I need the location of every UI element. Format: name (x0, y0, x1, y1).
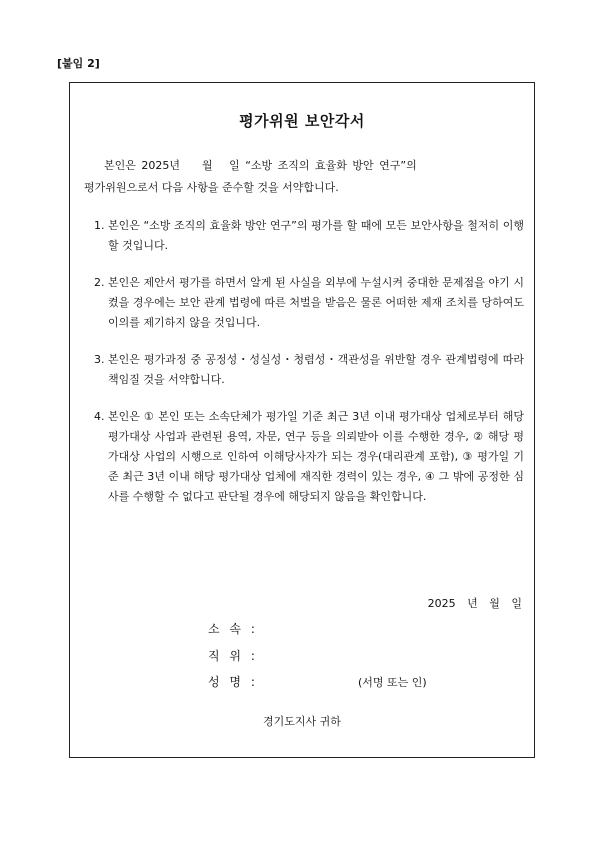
item-text: 본인은 제안서 평가를 하면서 알게 된 사실을 외부에 누설시켜 중대한 문제점을 야기 시켰을 경우에는 보안 관계 법령에 따른 처벌을 받음은 물론 어떠한 제재 조치를 당하여도 이의를 제기하지 않을 것입니다. (108, 276, 524, 329)
pledge-item (94, 350, 524, 390)
attachment-label: [붙임 2] (57, 57, 100, 70)
item-text: 본인은 ① 본인 또는 소속단체가 평가일 기준 최근 3년 이내 평가대상 업체로부터 해당 평가대상 사업과 관련된 용역, 자문, 연구 등을 의뢰받아 이를 수행한 경우, ② 해당 평가대상 사업의 시행으로 인하여 이해당사자가 되는 경우(대리관계 포함), ③ 평가일 기준 최근 3년 이내 해당 평가대상 업체에 재직한 경력이 있는 경우, ④ 그 밖에 공정한 심사를 수행할 수 없다고 판단될 경우에 해당되지 않음을 확인합니다. (108, 410, 524, 503)
item-number: 2. (94, 276, 105, 289)
signature-note: (서명 또는 인) (358, 676, 427, 689)
pledge-form (69, 82, 535, 758)
affiliation-field[interactable] (208, 620, 268, 637)
recipient: 경기도지사 귀하 (263, 715, 341, 728)
pledge-item (94, 216, 524, 256)
pledge-item (94, 407, 524, 507)
item-text: 본인은 평가과정 중 공정성・성실성・청렴성・객관성을 위반할 경우 관계법령에 따라 책임질 것을 서약합니다. (108, 353, 524, 386)
intro-line-1: 본인은 2025년 월 일 “소방 조직의 효율화 방안 연구”의 (104, 159, 417, 172)
document-title: 평가위원 보안각서 (239, 112, 365, 130)
name-label: 성 명 : (208, 675, 258, 689)
item-number: 1. (94, 219, 105, 232)
date-line: 2025 년 월 일 (427, 597, 522, 610)
position-label: 직 위 : (208, 649, 258, 663)
intro-line-2: 평가위원으로서 다음 사항을 준수할 것을 서약합니다. (84, 181, 339, 194)
affiliation-label: 소 속 : (208, 622, 258, 636)
position-field[interactable] (208, 647, 268, 664)
intro-paragraph (84, 155, 524, 199)
item-number: 4. (94, 410, 105, 423)
pledge-items (94, 216, 524, 524)
item-number: 3. (94, 353, 105, 366)
pledge-item (94, 273, 524, 333)
name-field[interactable] (208, 673, 268, 690)
item-text: 본인은 “소방 조직의 효율화 방안 연구”의 평가를 할 때에 모든 보안사항을 철저히 이행할 것입니다. (108, 219, 524, 252)
